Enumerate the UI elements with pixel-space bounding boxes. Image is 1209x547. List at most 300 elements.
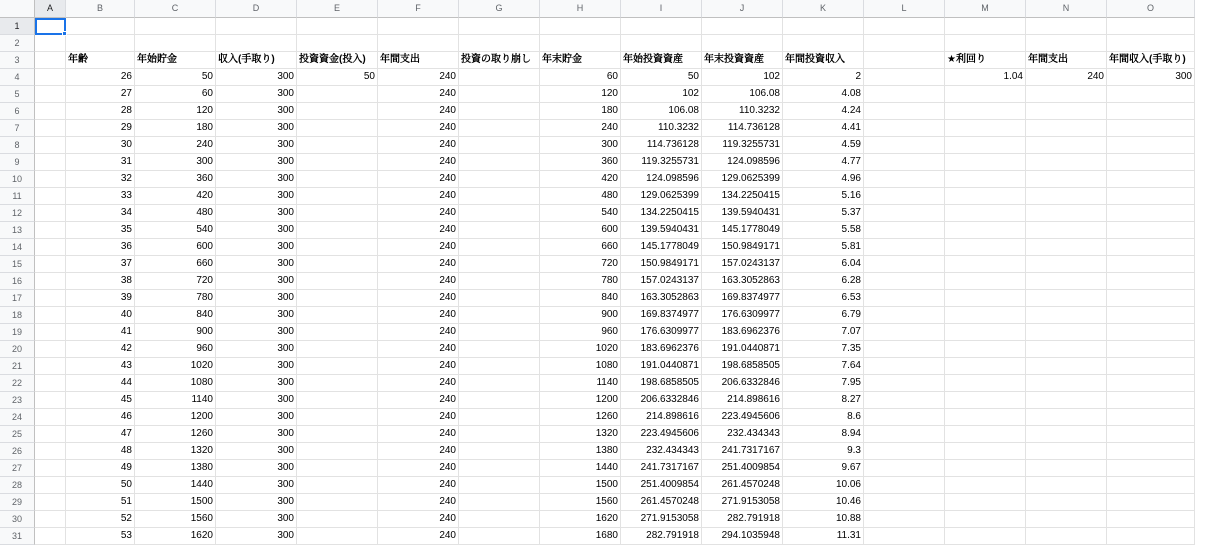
cell-m4[interactable]: 1.04 [945, 69, 1026, 86]
cell-d12[interactable]: 300 [216, 205, 297, 222]
cell-g29[interactable] [459, 494, 540, 511]
cell-e28[interactable] [297, 477, 378, 494]
cell-b25[interactable]: 47 [66, 426, 135, 443]
cell-d20[interactable]: 300 [216, 341, 297, 358]
cell-a19[interactable] [35, 324, 66, 341]
cell-l5[interactable] [864, 86, 945, 103]
cell-o9[interactable] [1107, 154, 1195, 171]
cell-n25[interactable] [1026, 426, 1107, 443]
cell-k21[interactable]: 7.64 [783, 358, 864, 375]
column-header-k[interactable]: K [783, 0, 864, 18]
cell-e22[interactable] [297, 375, 378, 392]
cell-k9[interactable]: 4.77 [783, 154, 864, 171]
cell-b6[interactable]: 28 [66, 103, 135, 120]
cell-o2[interactable] [1107, 35, 1195, 52]
cell-n22[interactable] [1026, 375, 1107, 392]
cell-d15[interactable]: 300 [216, 256, 297, 273]
cell-m24[interactable] [945, 409, 1026, 426]
cell-g13[interactable] [459, 222, 540, 239]
cell-k28[interactable]: 10.06 [783, 477, 864, 494]
cell-o31[interactable] [1107, 528, 1195, 545]
cell-d6[interactable]: 300 [216, 103, 297, 120]
cell-d25[interactable]: 300 [216, 426, 297, 443]
cell-d23[interactable]: 300 [216, 392, 297, 409]
cell-g6[interactable] [459, 103, 540, 120]
cell-o20[interactable] [1107, 341, 1195, 358]
cell-d3[interactable]: 収入(手取り) [216, 52, 297, 69]
column-header-i[interactable]: I [621, 0, 702, 18]
cell-c30[interactable]: 1560 [135, 511, 216, 528]
cell-a17[interactable] [35, 290, 66, 307]
cell-i3[interactable]: 年始投資資産 [621, 52, 702, 69]
cell-o16[interactable] [1107, 273, 1195, 290]
cell-n4[interactable]: 240 [1026, 69, 1107, 86]
column-header-d[interactable]: D [216, 0, 297, 18]
cell-e24[interactable] [297, 409, 378, 426]
cell-g7[interactable] [459, 120, 540, 137]
cell-c25[interactable]: 1260 [135, 426, 216, 443]
cell-n7[interactable] [1026, 120, 1107, 137]
cell-n21[interactable] [1026, 358, 1107, 375]
cell-k24[interactable]: 8.6 [783, 409, 864, 426]
column-header-l[interactable]: L [864, 0, 945, 18]
cell-k5[interactable]: 4.08 [783, 86, 864, 103]
cell-d9[interactable]: 300 [216, 154, 297, 171]
cell-j9[interactable]: 124.098596 [702, 154, 783, 171]
cell-d19[interactable]: 300 [216, 324, 297, 341]
cell-f29[interactable]: 240 [378, 494, 459, 511]
cell-j3[interactable]: 年末投資資産 [702, 52, 783, 69]
cell-n24[interactable] [1026, 409, 1107, 426]
row-header-21[interactable]: 21 [0, 358, 35, 375]
cell-b15[interactable]: 37 [66, 256, 135, 273]
cell-i9[interactable]: 119.3255731 [621, 154, 702, 171]
cell-j15[interactable]: 157.0243137 [702, 256, 783, 273]
cell-j31[interactable]: 294.1035948 [702, 528, 783, 545]
cell-c21[interactable]: 1020 [135, 358, 216, 375]
cell-f19[interactable]: 240 [378, 324, 459, 341]
cell-f27[interactable]: 240 [378, 460, 459, 477]
cell-b29[interactable]: 51 [66, 494, 135, 511]
cell-j1[interactable] [702, 18, 783, 35]
cell-g19[interactable] [459, 324, 540, 341]
cell-i22[interactable]: 198.6858505 [621, 375, 702, 392]
cell-m30[interactable] [945, 511, 1026, 528]
cell-e11[interactable] [297, 188, 378, 205]
cell-h11[interactable]: 480 [540, 188, 621, 205]
cell-n1[interactable] [1026, 18, 1107, 35]
cell-i25[interactable]: 223.4945606 [621, 426, 702, 443]
cell-g21[interactable] [459, 358, 540, 375]
cell-g20[interactable] [459, 341, 540, 358]
cell-i11[interactable]: 129.0625399 [621, 188, 702, 205]
cell-c28[interactable]: 1440 [135, 477, 216, 494]
cell-g11[interactable] [459, 188, 540, 205]
cell-i15[interactable]: 150.9849171 [621, 256, 702, 273]
cell-f16[interactable]: 240 [378, 273, 459, 290]
cell-o19[interactable] [1107, 324, 1195, 341]
cell-f24[interactable]: 240 [378, 409, 459, 426]
cell-i30[interactable]: 271.9153058 [621, 511, 702, 528]
cell-i19[interactable]: 176.6309977 [621, 324, 702, 341]
row-header-16[interactable]: 16 [0, 273, 35, 290]
cell-d31[interactable]: 300 [216, 528, 297, 545]
cell-o10[interactable] [1107, 171, 1195, 188]
cell-g16[interactable] [459, 273, 540, 290]
cell-k10[interactable]: 4.96 [783, 171, 864, 188]
cell-e27[interactable] [297, 460, 378, 477]
cell-d27[interactable]: 300 [216, 460, 297, 477]
cell-f13[interactable]: 240 [378, 222, 459, 239]
cell-m5[interactable] [945, 86, 1026, 103]
column-header-m[interactable]: M [945, 0, 1026, 18]
cell-g8[interactable] [459, 137, 540, 154]
row-header-13[interactable]: 13 [0, 222, 35, 239]
cell-m9[interactable] [945, 154, 1026, 171]
cell-c16[interactable]: 720 [135, 273, 216, 290]
cell-c2[interactable] [135, 35, 216, 52]
row-header-6[interactable]: 6 [0, 103, 35, 120]
fill-handle[interactable] [62, 31, 67, 36]
cell-d26[interactable]: 300 [216, 443, 297, 460]
cell-f31[interactable]: 240 [378, 528, 459, 545]
cell-d4[interactable]: 300 [216, 69, 297, 86]
cell-e6[interactable] [297, 103, 378, 120]
cell-j22[interactable]: 206.6332846 [702, 375, 783, 392]
cell-k31[interactable]: 11.31 [783, 528, 864, 545]
cell-j13[interactable]: 145.1778049 [702, 222, 783, 239]
cell-m31[interactable] [945, 528, 1026, 545]
cell-i10[interactable]: 124.098596 [621, 171, 702, 188]
cell-h2[interactable] [540, 35, 621, 52]
cell-f28[interactable]: 240 [378, 477, 459, 494]
cell-m2[interactable] [945, 35, 1026, 52]
row-header-26[interactable]: 26 [0, 443, 35, 460]
cell-n13[interactable] [1026, 222, 1107, 239]
cell-o18[interactable] [1107, 307, 1195, 324]
cell-d29[interactable]: 300 [216, 494, 297, 511]
cell-f9[interactable]: 240 [378, 154, 459, 171]
cell-o12[interactable] [1107, 205, 1195, 222]
cell-c1[interactable] [135, 18, 216, 35]
cell-h24[interactable]: 1260 [540, 409, 621, 426]
cell-h26[interactable]: 1380 [540, 443, 621, 460]
cell-l19[interactable] [864, 324, 945, 341]
cell-f3[interactable]: 年間支出 [378, 52, 459, 69]
cell-o21[interactable] [1107, 358, 1195, 375]
cell-g12[interactable] [459, 205, 540, 222]
cell-i4[interactable]: 50 [621, 69, 702, 86]
cell-d16[interactable]: 300 [216, 273, 297, 290]
cell-f4[interactable]: 240 [378, 69, 459, 86]
cell-m1[interactable] [945, 18, 1026, 35]
cell-l1[interactable] [864, 18, 945, 35]
cell-e19[interactable] [297, 324, 378, 341]
column-header-e[interactable]: E [297, 0, 378, 18]
cell-b1[interactable] [66, 18, 135, 35]
cell-k18[interactable]: 6.79 [783, 307, 864, 324]
cell-i17[interactable]: 163.3052863 [621, 290, 702, 307]
row-header-8[interactable]: 8 [0, 137, 35, 154]
cell-o27[interactable] [1107, 460, 1195, 477]
cell-o22[interactable] [1107, 375, 1195, 392]
cell-b10[interactable]: 32 [66, 171, 135, 188]
cell-k20[interactable]: 7.35 [783, 341, 864, 358]
cell-h6[interactable]: 180 [540, 103, 621, 120]
cell-c20[interactable]: 960 [135, 341, 216, 358]
cell-l3[interactable] [864, 52, 945, 69]
cell-e12[interactable] [297, 205, 378, 222]
cell-n27[interactable] [1026, 460, 1107, 477]
cell-j27[interactable]: 251.4009854 [702, 460, 783, 477]
select-all-corner[interactable] [0, 0, 35, 18]
cell-n17[interactable] [1026, 290, 1107, 307]
cell-l4[interactable] [864, 69, 945, 86]
cell-f18[interactable]: 240 [378, 307, 459, 324]
cell-m28[interactable] [945, 477, 1026, 494]
cell-n23[interactable] [1026, 392, 1107, 409]
cell-a13[interactable] [35, 222, 66, 239]
cell-h14[interactable]: 660 [540, 239, 621, 256]
cell-o17[interactable] [1107, 290, 1195, 307]
cell-k13[interactable]: 5.58 [783, 222, 864, 239]
cell-l31[interactable] [864, 528, 945, 545]
cell-b3[interactable]: 年齢 [66, 52, 135, 69]
cell-h23[interactable]: 1200 [540, 392, 621, 409]
cell-m12[interactable] [945, 205, 1026, 222]
row-header-25[interactable]: 25 [0, 426, 35, 443]
cell-k19[interactable]: 7.07 [783, 324, 864, 341]
cell-e25[interactable] [297, 426, 378, 443]
cell-g17[interactable] [459, 290, 540, 307]
cell-a30[interactable] [35, 511, 66, 528]
row-header-11[interactable]: 11 [0, 188, 35, 205]
cell-n8[interactable] [1026, 137, 1107, 154]
cell-i16[interactable]: 157.0243137 [621, 273, 702, 290]
cell-l14[interactable] [864, 239, 945, 256]
cell-f10[interactable]: 240 [378, 171, 459, 188]
cell-j16[interactable]: 163.3052863 [702, 273, 783, 290]
cell-k6[interactable]: 4.24 [783, 103, 864, 120]
cell-n6[interactable] [1026, 103, 1107, 120]
cell-g30[interactable] [459, 511, 540, 528]
cell-l12[interactable] [864, 205, 945, 222]
cell-b30[interactable]: 52 [66, 511, 135, 528]
cell-k2[interactable] [783, 35, 864, 52]
cell-l21[interactable] [864, 358, 945, 375]
cell-i8[interactable]: 114.736128 [621, 137, 702, 154]
cell-g22[interactable] [459, 375, 540, 392]
cell-k22[interactable]: 7.95 [783, 375, 864, 392]
cell-g10[interactable] [459, 171, 540, 188]
cell-j7[interactable]: 114.736128 [702, 120, 783, 137]
cell-l11[interactable] [864, 188, 945, 205]
row-header-27[interactable]: 27 [0, 460, 35, 477]
column-header-b[interactable]: B [66, 0, 135, 18]
cell-d28[interactable]: 300 [216, 477, 297, 494]
cell-i5[interactable]: 102 [621, 86, 702, 103]
cell-b14[interactable]: 36 [66, 239, 135, 256]
cell-g31[interactable] [459, 528, 540, 545]
cell-l26[interactable] [864, 443, 945, 460]
cell-o29[interactable] [1107, 494, 1195, 511]
cell-a15[interactable] [35, 256, 66, 273]
cell-e2[interactable] [297, 35, 378, 52]
cell-m7[interactable] [945, 120, 1026, 137]
cell-l8[interactable] [864, 137, 945, 154]
row-header-23[interactable]: 23 [0, 392, 35, 409]
cell-m16[interactable] [945, 273, 1026, 290]
cell-o7[interactable] [1107, 120, 1195, 137]
row-header-10[interactable]: 10 [0, 171, 35, 188]
cell-c8[interactable]: 240 [135, 137, 216, 154]
row-header-17[interactable]: 17 [0, 290, 35, 307]
cell-l25[interactable] [864, 426, 945, 443]
cell-e18[interactable] [297, 307, 378, 324]
cell-a2[interactable] [35, 35, 66, 52]
cell-n11[interactable] [1026, 188, 1107, 205]
cell-m17[interactable] [945, 290, 1026, 307]
cell-l6[interactable] [864, 103, 945, 120]
cell-g14[interactable] [459, 239, 540, 256]
cell-g26[interactable] [459, 443, 540, 460]
cell-c5[interactable]: 60 [135, 86, 216, 103]
cell-o28[interactable] [1107, 477, 1195, 494]
cell-g25[interactable] [459, 426, 540, 443]
cell-i7[interactable]: 110.3232 [621, 120, 702, 137]
cell-m11[interactable] [945, 188, 1026, 205]
cell-c12[interactable]: 480 [135, 205, 216, 222]
cell-f2[interactable] [378, 35, 459, 52]
cell-h21[interactable]: 1080 [540, 358, 621, 375]
cell-k25[interactable]: 8.94 [783, 426, 864, 443]
cell-e31[interactable] [297, 528, 378, 545]
cell-k15[interactable]: 6.04 [783, 256, 864, 273]
cell-i18[interactable]: 169.8374977 [621, 307, 702, 324]
row-header-29[interactable]: 29 [0, 494, 35, 511]
cell-m21[interactable] [945, 358, 1026, 375]
cell-c7[interactable]: 180 [135, 120, 216, 137]
cell-f26[interactable]: 240 [378, 443, 459, 460]
cell-i21[interactable]: 191.0440871 [621, 358, 702, 375]
cell-e15[interactable] [297, 256, 378, 273]
cell-b23[interactable]: 45 [66, 392, 135, 409]
cell-b16[interactable]: 38 [66, 273, 135, 290]
cell-c24[interactable]: 1200 [135, 409, 216, 426]
cell-n28[interactable] [1026, 477, 1107, 494]
cell-g4[interactable] [459, 69, 540, 86]
cell-h15[interactable]: 720 [540, 256, 621, 273]
cell-c19[interactable]: 900 [135, 324, 216, 341]
cell-c23[interactable]: 1140 [135, 392, 216, 409]
cell-a31[interactable] [35, 528, 66, 545]
cell-e1[interactable] [297, 18, 378, 35]
cell-m25[interactable] [945, 426, 1026, 443]
cell-i1[interactable] [621, 18, 702, 35]
cell-c10[interactable]: 360 [135, 171, 216, 188]
cell-d5[interactable]: 300 [216, 86, 297, 103]
cell-j6[interactable]: 110.3232 [702, 103, 783, 120]
cell-b18[interactable]: 40 [66, 307, 135, 324]
row-header-3[interactable]: 3 [0, 52, 35, 69]
cell-d11[interactable]: 300 [216, 188, 297, 205]
cell-o30[interactable] [1107, 511, 1195, 528]
cell-a4[interactable] [35, 69, 66, 86]
cell-d18[interactable]: 300 [216, 307, 297, 324]
cell-n15[interactable] [1026, 256, 1107, 273]
cell-c31[interactable]: 1620 [135, 528, 216, 545]
cell-c27[interactable]: 1380 [135, 460, 216, 477]
cell-g27[interactable] [459, 460, 540, 477]
cell-i14[interactable]: 145.1778049 [621, 239, 702, 256]
cell-i28[interactable]: 251.4009854 [621, 477, 702, 494]
cell-d21[interactable]: 300 [216, 358, 297, 375]
row-header-14[interactable]: 14 [0, 239, 35, 256]
column-header-f[interactable]: F [378, 0, 459, 18]
cell-g5[interactable] [459, 86, 540, 103]
cell-j2[interactable] [702, 35, 783, 52]
cell-e9[interactable] [297, 154, 378, 171]
cell-i20[interactable]: 183.6962376 [621, 341, 702, 358]
cell-i29[interactable]: 261.4570248 [621, 494, 702, 511]
cell-j24[interactable]: 223.4945606 [702, 409, 783, 426]
cell-j5[interactable]: 106.08 [702, 86, 783, 103]
row-header-31[interactable]: 31 [0, 528, 35, 545]
cell-e17[interactable] [297, 290, 378, 307]
cell-a23[interactable] [35, 392, 66, 409]
cell-k8[interactable]: 4.59 [783, 137, 864, 154]
cell-l7[interactable] [864, 120, 945, 137]
cell-m15[interactable] [945, 256, 1026, 273]
cell-f8[interactable]: 240 [378, 137, 459, 154]
cell-f25[interactable]: 240 [378, 426, 459, 443]
cell-j26[interactable]: 241.7317167 [702, 443, 783, 460]
cell-c15[interactable]: 660 [135, 256, 216, 273]
cell-o8[interactable] [1107, 137, 1195, 154]
cell-g28[interactable] [459, 477, 540, 494]
cell-j11[interactable]: 134.2250415 [702, 188, 783, 205]
cell-f11[interactable]: 240 [378, 188, 459, 205]
cell-h19[interactable]: 960 [540, 324, 621, 341]
cell-o14[interactable] [1107, 239, 1195, 256]
column-header-o[interactable]: O [1107, 0, 1195, 18]
cell-e23[interactable] [297, 392, 378, 409]
cell-j10[interactable]: 129.0625399 [702, 171, 783, 188]
cell-e16[interactable] [297, 273, 378, 290]
cell-h9[interactable]: 360 [540, 154, 621, 171]
cell-k23[interactable]: 8.27 [783, 392, 864, 409]
cell-f15[interactable]: 240 [378, 256, 459, 273]
cell-l20[interactable] [864, 341, 945, 358]
cell-j21[interactable]: 198.6858505 [702, 358, 783, 375]
cell-a21[interactable] [35, 358, 66, 375]
cell-h8[interactable]: 300 [540, 137, 621, 154]
cell-m8[interactable] [945, 137, 1026, 154]
cell-o26[interactable] [1107, 443, 1195, 460]
cell-a28[interactable] [35, 477, 66, 494]
cell-l10[interactable] [864, 171, 945, 188]
cell-e5[interactable] [297, 86, 378, 103]
cell-g9[interactable] [459, 154, 540, 171]
cell-e14[interactable] [297, 239, 378, 256]
cell-h30[interactable]: 1620 [540, 511, 621, 528]
cell-g1[interactable] [459, 18, 540, 35]
cell-j29[interactable]: 271.9153058 [702, 494, 783, 511]
cell-g24[interactable] [459, 409, 540, 426]
cell-n14[interactable] [1026, 239, 1107, 256]
cell-o5[interactable] [1107, 86, 1195, 103]
row-header-4[interactable]: 4 [0, 69, 35, 86]
